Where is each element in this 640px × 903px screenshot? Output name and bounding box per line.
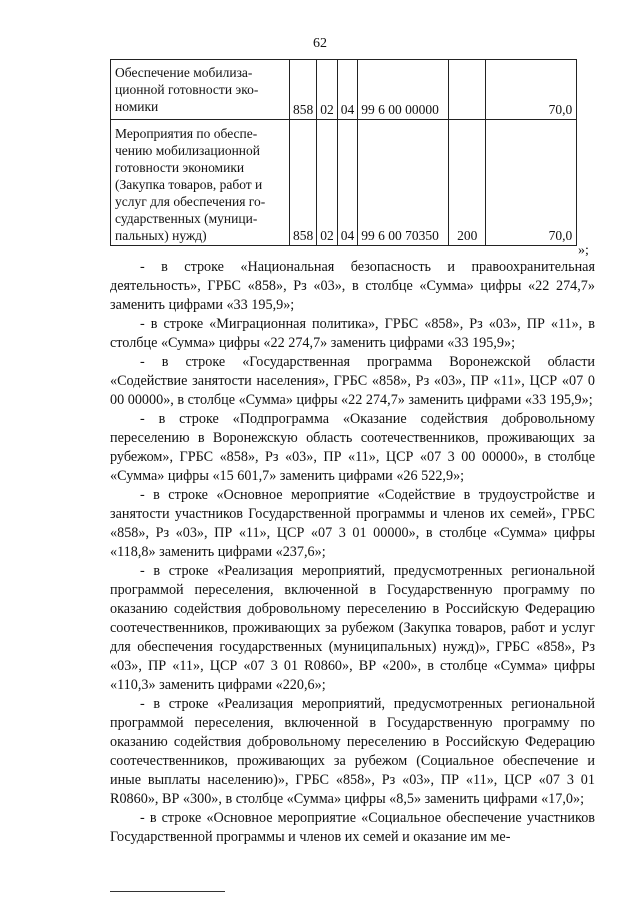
table-row bbox=[111, 60, 577, 120]
closing-quote: »; bbox=[578, 243, 589, 258]
paragraph: - в строке «Основное мероприятие «Социальное обеспечение участников Государственной программы и членов их семей и оказание им ме- bbox=[110, 810, 595, 845]
table-row bbox=[111, 120, 577, 246]
grbs-cell: 858 bbox=[290, 120, 317, 246]
grbs-cell: 858 bbox=[290, 60, 317, 120]
paragraph: - в строке «Основное мероприятие «Содействие в трудоустройстве и занятости участников Государственной программы и членов их семей», ГРБС «858», Рз «03», ПР «11», ЦСР «07 3 01 00000», в столбце «Сумма» цифры «118,8» заменить цифрами «237,6»; bbox=[110, 487, 595, 560]
pr-cell: 04 bbox=[337, 120, 358, 246]
rz-cell: 02 bbox=[317, 60, 338, 120]
pr-cell: 04 bbox=[337, 60, 358, 120]
amendment-text bbox=[110, 258, 595, 847]
row-name: Мероприятия по обеспе-чению мобилизационной готовности экономики (Закупка товаров, работ и услуг для обеспечения го-сударственных (муници-пальных) нужд) bbox=[111, 120, 290, 246]
paragraph: - в строке «Подпрограмма «Оказание содействия добровольному переселению в Воронежскую область соотечественников, проживающих за рубежом», ГРБС «858», Рз «03», ПР «11», ЦСР «07 3 00 00000», в столбце «Сумма» цифры «15 601,7» заменить цифрами «26 522,9»; bbox=[110, 411, 595, 484]
paragraph: - в строке «Реализация мероприятий, предусмотренных региональной программой переселения, включенной в Государственную программу по оказанию содействия добровольному переселению в Российскую Федерацию соотечественников, проживающих за рубежом (Социальное обеспечение и иные выплаты населению)», ГРБС «858», Рз «03», ПР «11», ЦСР «07 3 01 R0860», ВР «300», в столбце «Сумма» цифры «8,5» заменить цифрами «17,0»; bbox=[110, 696, 595, 807]
rz-cell: 02 bbox=[317, 120, 338, 246]
row-name: Обеспечение мобилиза-ционной готовности эко-номики bbox=[111, 60, 290, 120]
paragraph: - в строке «Государственная программа Воронежской области «Содействие занятости населения», ГРБС «858», Рз «03», ПР «11», ЦСР «07 0 00 00000», в столбце «Сумма» цифры «22 274,7» заменить цифрами «33 195,9»; bbox=[110, 354, 595, 408]
footnote-divider bbox=[110, 891, 225, 892]
paragraph: - в строке «Реализация мероприятий, предусмотренных региональной программой переселения, включенной в Государственную программу по оказанию содействия добровольному переселению в Российскую Федерацию соотечественников, проживающих за рубежом (Закупка товаров, работ и услуг для обеспечения государственных (муниципальных) нужд)», ГРБС «858», Рз «03», ПР «11», ЦСР «07 3 01 R0860», ВР «200», в столбце «Сумма» цифры «110,3» заменить цифрами «220,6»; bbox=[110, 563, 595, 693]
sum-cell: 70,0 bbox=[486, 120, 577, 246]
sum-cell: 70,0 bbox=[486, 60, 577, 120]
page-number: 62 bbox=[313, 36, 327, 51]
budget-table bbox=[110, 59, 577, 246]
paragraph: - в строке «Миграционная политика», ГРБС «858», Рз «03», ПР «11», в столбце «Сумма» цифры «22 274,7» заменить цифрами «33 195,9»; bbox=[110, 316, 595, 351]
paragraph: - в строке «Национальная безопасность и правоохранительная деятельность», ГРБС «858», Рз «03», в столбце «Сумма» цифры «22 274,7» заменить цифрами «33 195,9»; bbox=[110, 259, 595, 313]
csr-cell: 99 6 00 70350 bbox=[358, 120, 449, 246]
vr-cell: 200 bbox=[449, 120, 486, 246]
vr-cell bbox=[449, 60, 486, 120]
csr-cell: 99 6 00 00000 bbox=[358, 60, 449, 120]
